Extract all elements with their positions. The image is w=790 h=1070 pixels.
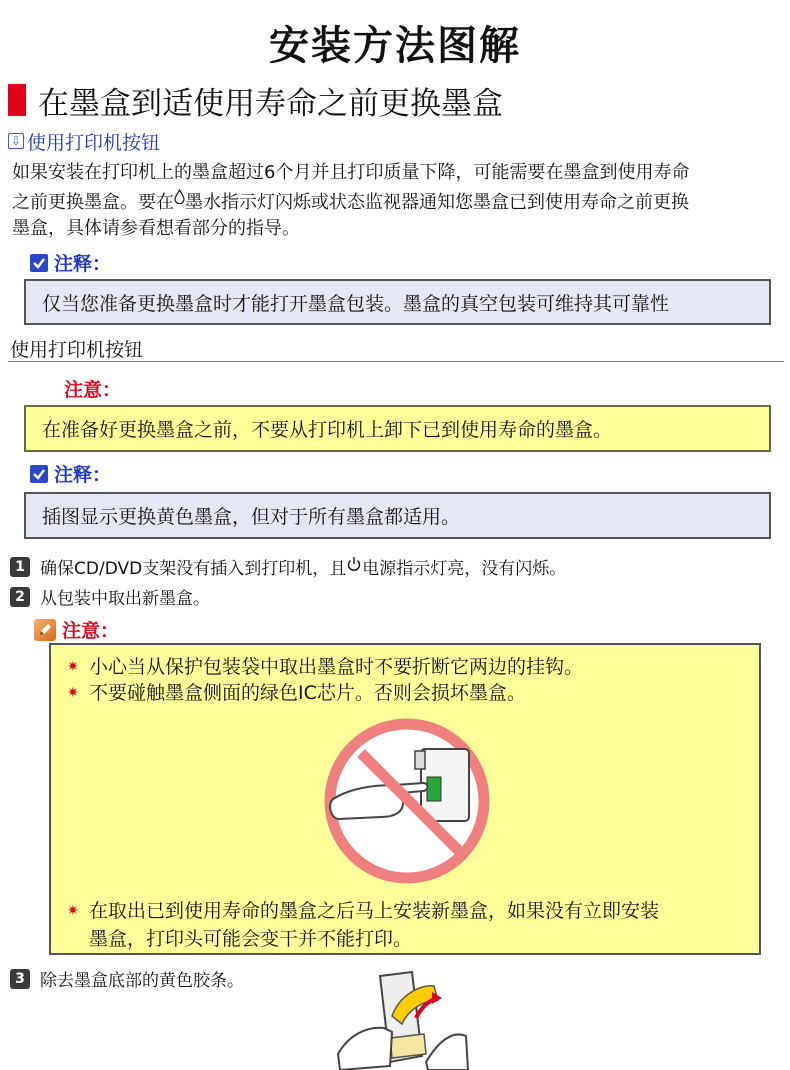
intro-line bbox=[12, 186, 784, 216]
note-box bbox=[24, 492, 771, 539]
caution-label: 注意： bbox=[62, 620, 120, 642]
step-text: 确保CD/DVD支架没有插入到打印机，且 bbox=[40, 559, 347, 579]
bullet-star-icon: ✷ bbox=[67, 659, 79, 675]
step-text: 电源指示灯亮，没有闪烁。 bbox=[362, 559, 567, 579]
bullet-star-icon: ✷ bbox=[67, 685, 79, 701]
caution-bullet-text: 不要碰触墨盒侧面的绿色IC芯片。否则会损坏墨盒。 bbox=[89, 682, 526, 704]
caution-icon bbox=[34, 619, 56, 641]
intro-line: 墨盒，具体请参看想看部分的指导。 bbox=[12, 218, 300, 239]
step-number: 3 bbox=[10, 969, 30, 989]
step-text: 除去墨盒底部的黄色胶条。 bbox=[40, 971, 244, 991]
page-title: 安装方法图解 bbox=[269, 23, 521, 69]
caution-bullet bbox=[67, 897, 659, 953]
step-number: 2 bbox=[10, 587, 30, 607]
tape-removal-illustration bbox=[330, 966, 470, 1070]
note-label bbox=[30, 249, 111, 276]
step-number: 1 bbox=[10, 557, 30, 577]
left-hand-drawing bbox=[338, 1028, 392, 1070]
note-box bbox=[24, 279, 771, 325]
caution-bullet-text bbox=[89, 897, 659, 953]
caution-bullet bbox=[67, 679, 526, 707]
caution-bullet-line: 在取出已到使用寿命的墨盒之后马上安装新墨盒，如果没有立即安装 bbox=[89, 900, 660, 922]
note-text: 插图显示更换黄色墨盒，但对于所有墨盒都适用。 bbox=[42, 506, 461, 528]
step-text: 从包装中取出新墨盒。 bbox=[40, 589, 210, 609]
step-1 bbox=[10, 554, 566, 579]
printer-button-link[interactable] bbox=[8, 129, 160, 153]
check-note-icon bbox=[30, 465, 48, 483]
printer-button-link-label[interactable]: 使用打印机按钮 bbox=[27, 131, 161, 154]
caution-label: 注意： bbox=[64, 379, 122, 401]
divider bbox=[8, 361, 784, 362]
bullet-star-icon: ✷ bbox=[67, 903, 79, 919]
intro-line-part: 之前更换墨盒。要在 bbox=[12, 192, 174, 213]
caution-bullet bbox=[67, 653, 583, 681]
caution-text: 在准备好更换墨盒之前，不要从打印机上卸下已到使用寿命的墨盒。 bbox=[42, 419, 613, 441]
check-note-icon bbox=[30, 254, 48, 272]
right-hand-drawing bbox=[426, 1034, 468, 1070]
caution-bullet-text: 小心当从保护包装袋中取出墨盒时不要折断它两边的挂钩。 bbox=[89, 656, 584, 678]
step-3 bbox=[10, 966, 244, 991]
power-icon bbox=[346, 556, 362, 577]
ic-chip-drawing bbox=[427, 777, 441, 801]
caution-box bbox=[24, 405, 771, 452]
section-marker bbox=[8, 84, 26, 116]
note-label-text: 注释： bbox=[54, 253, 112, 275]
caution-label-row bbox=[34, 616, 119, 643]
note-text: 仅当您准备更换墨盒时才能打开墨盒包装。墨盒的真空包装可维持其可靠性 bbox=[42, 292, 670, 315]
section-heading: 在墨盒到适使用寿命之前更换墨盒 bbox=[38, 86, 503, 122]
intro-line: 如果安装在打印机上的墨盒超过6个月并且打印质量下降，可能需要在墨盒到使用寿命 bbox=[12, 162, 690, 183]
note-label-text: 注释： bbox=[54, 464, 112, 486]
arrow-down-icon: ⇩ bbox=[8, 133, 24, 149]
caution-box bbox=[49, 643, 761, 955]
step-2 bbox=[10, 584, 210, 609]
sub-heading: 使用打印机按钮 bbox=[10, 339, 144, 361]
note-label bbox=[30, 460, 111, 487]
no-touch-illustration bbox=[319, 711, 495, 887]
intro-line-part: 墨水指示灯闪烁或状态监视器通知您墨盒已到使用寿命之前更换 bbox=[185, 192, 689, 213]
caution-bullet-line: 墨盒，打印头可能会变干并不能打印。 bbox=[89, 928, 413, 950]
ink-drop-icon bbox=[174, 186, 185, 212]
intro-paragraph bbox=[12, 160, 784, 242]
